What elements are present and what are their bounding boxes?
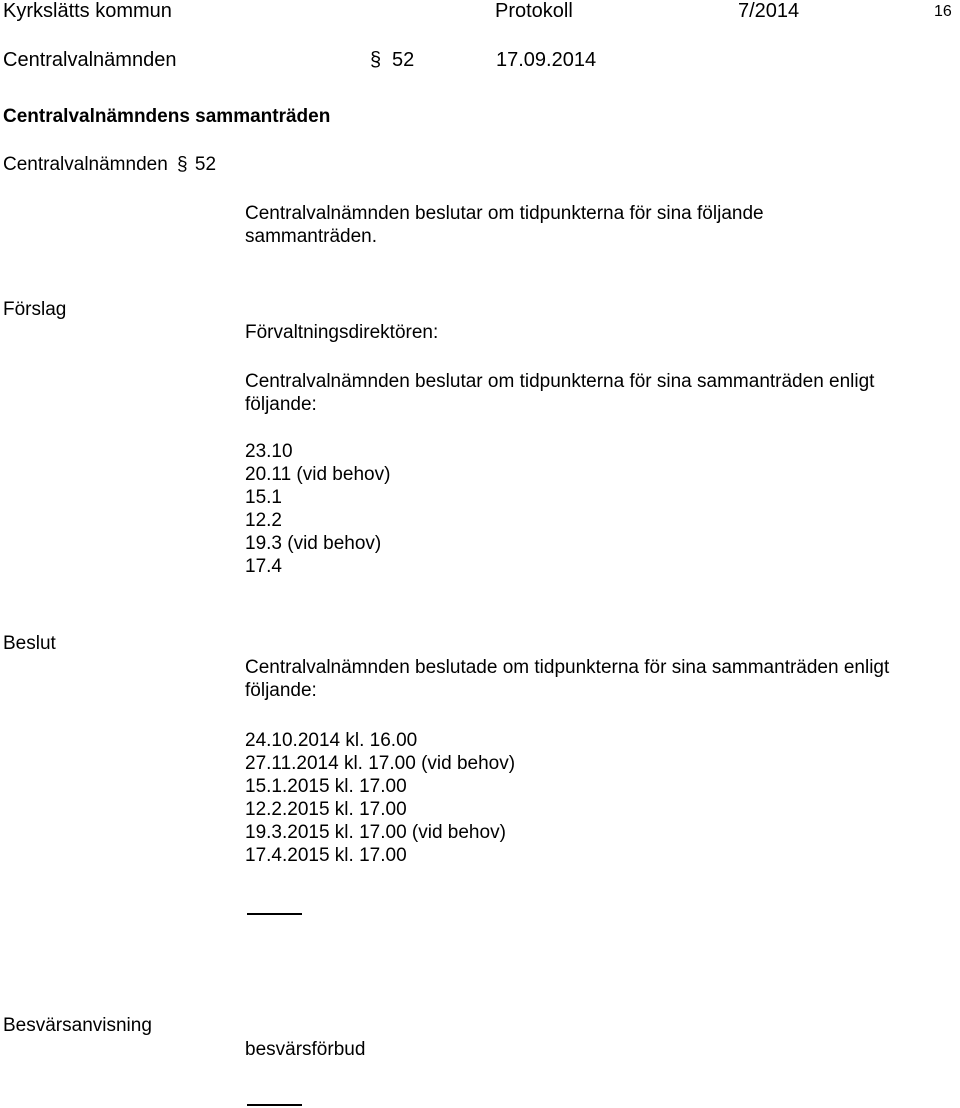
header-body-name: Centralvalnämnden xyxy=(3,49,177,71)
intro-line: Centralvalnämnden beslutar om tidpunkterna för sina följande xyxy=(245,203,764,224)
appeal-text: besvärsförbud xyxy=(245,1039,366,1060)
page-number: 16 xyxy=(934,3,952,20)
proposal-label: Förslag xyxy=(3,299,67,320)
appeal-label: Besvärsanvisning xyxy=(3,1015,152,1036)
proposal-author: Förvaltningsdirektören: xyxy=(245,322,439,343)
intro-paragraph xyxy=(245,202,764,248)
decision-date: 15.1.2015 kl. 17.00 xyxy=(245,776,407,797)
decision-date-list xyxy=(245,729,515,867)
decision-date: 24.10.2014 kl. 16.00 xyxy=(245,730,418,751)
proposal-date: 15.1 xyxy=(245,487,282,508)
reference-line xyxy=(3,155,216,174)
decision-date: 19.3.2015 kl. 17.00 (vid behov) xyxy=(245,822,506,843)
proposal-date: 17.4 xyxy=(245,556,282,577)
decision-date: 17.4.2015 kl. 17.00 xyxy=(245,845,407,866)
municipality-name: Kyrkslätts kommun xyxy=(3,0,172,22)
proposal-date: 12.2 xyxy=(245,510,282,531)
document-number: 7/2014 xyxy=(738,0,800,22)
document-type: Protokoll xyxy=(495,0,573,22)
decision-text-line: följande: xyxy=(245,680,317,701)
proposal-date-list xyxy=(245,440,390,578)
reference-section-number: 52 xyxy=(194,154,217,175)
proposal-text-line: Centralvalnämnden beslutar om tidpunkterna för sina sammanträden enligt xyxy=(245,371,875,392)
intro-line: sammanträden. xyxy=(245,226,378,247)
proposal-date: 19.3 (vid behov) xyxy=(245,533,382,554)
reference-body: Centralvalnämnden xyxy=(3,154,168,175)
proposal-text-line: följande: xyxy=(245,394,317,415)
proposal-date: 20.11 (vid behov) xyxy=(245,464,391,485)
decision-text-line: Centralvalnämnden beslutade om tidpunkterna för sina sammanträden enligt xyxy=(245,657,890,678)
proposal-date: 23.10 xyxy=(245,441,293,462)
proposal-text xyxy=(245,370,874,416)
bottom-separator xyxy=(247,1104,302,1106)
meeting-date: 17.09.2014 xyxy=(496,49,597,71)
section-separator xyxy=(247,913,302,915)
decision-date: 27.11.2014 kl. 17.00 (vid behov) xyxy=(245,753,516,774)
decision-date: 12.2.2015 kl. 17.00 xyxy=(245,799,407,820)
section-symbol: § xyxy=(370,49,382,71)
reference-section-symbol: § xyxy=(177,154,188,175)
section-number: 52 xyxy=(392,49,415,71)
decision-text xyxy=(245,656,889,702)
decision-label: Beslut xyxy=(3,633,56,654)
page-title: Centralvalnämndens sammanträden xyxy=(3,106,331,127)
